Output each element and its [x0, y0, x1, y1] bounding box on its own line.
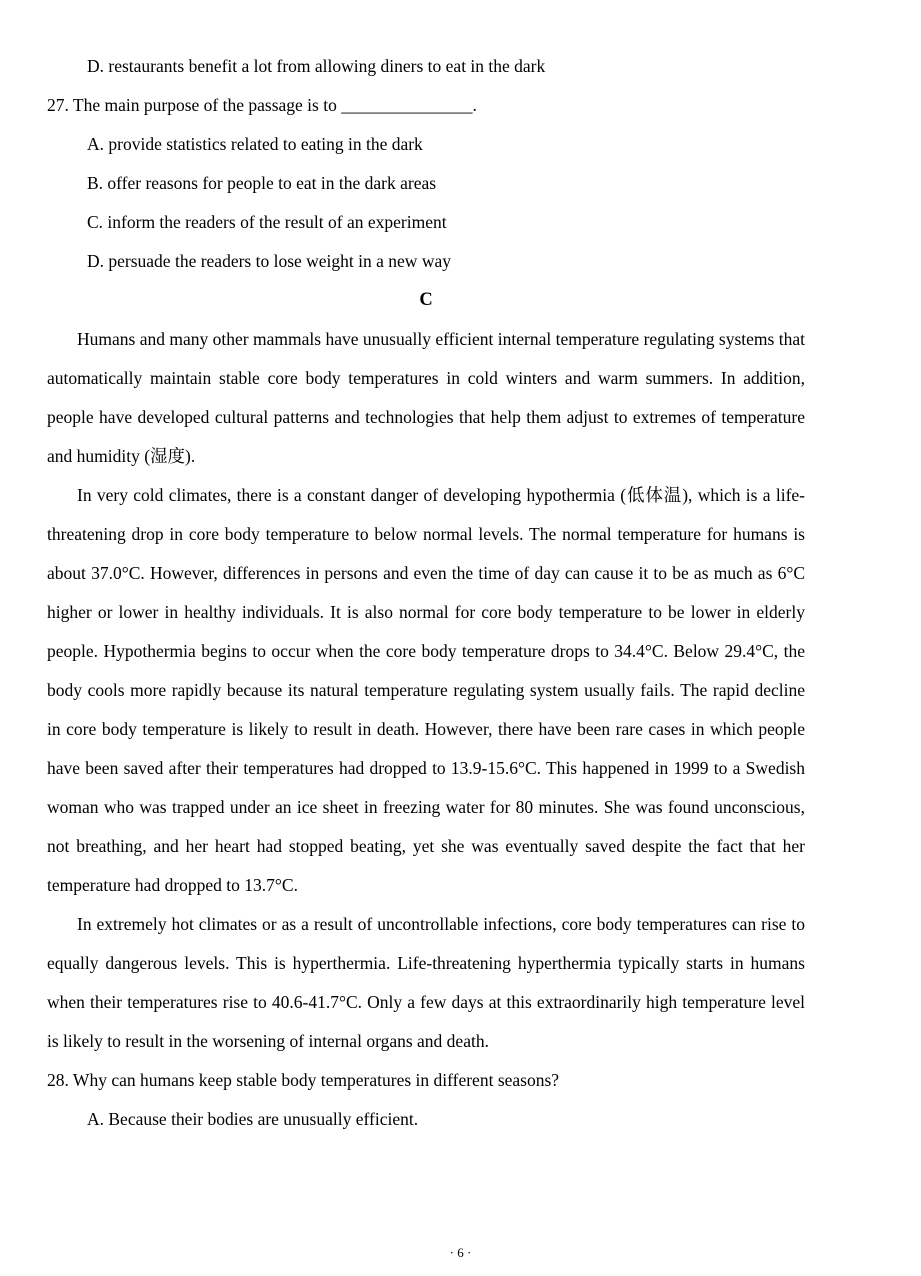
passage-paragraph-3: In extremely hot climates or as a result of uncontrollable infections, core body temperatures can rise to equally dangerous levels. This is hyperthermia. Life-threatening hyperthermia typically starts in humans when their temperatures rise to 40.6-41.7°C. Only a few days at this extraordinarily high temperature level is likely to result in the worsening of internal organs and death.: [47, 914, 805, 1051]
question-27-option-a: A. provide statistics related to eating in the dark: [87, 134, 423, 154]
question-27-option-d: D. persuade the readers to lose weight in a new way: [87, 251, 451, 271]
question-27-option-c: C. inform the readers of the result of an experiment: [87, 212, 447, 232]
question-26-option-d: D. restaurants benefit a lot from allowing diners to eat in the dark: [87, 56, 546, 76]
question-28-stem: 28. Why can humans keep stable body temperatures in different seasons?: [47, 1070, 560, 1090]
passage-paragraph-2: In very cold climates, there is a constant danger of developing hypothermia (低体温), which is a life-threatening drop in core body temperature to below normal levels. The normal temperature for humans is about 37.0°C. However, differences in persons and even the time of day can cause it to be as much as 6°C higher or lower in healthy individuals. It is also normal for core body temperature to be lower in elderly people. Hypothermia begins to occur when the core body temperature drops to 34.4°C. Below 29.4°C, the body cools more rapidly because its natural temperature regulating system usually fails. The rapid decline in core body temperature is likely to result in death. However, there have been rare cases in which people have been saved after their temperatures had dropped to 13.9-15.6°C. This happened in 1999 to a Swedish woman who was trapped under an ice sheet in freezing water for 80 minutes. She was found unconscious, not breathing, and her heart had stopped beating, yet she was eventually saved despite the fact that her temperature had dropped to 13.7°C.: [47, 485, 805, 895]
question-27-option-b: B. offer reasons for people to eat in the dark areas: [87, 173, 437, 193]
page-number: · 6 ·: [449, 1245, 472, 1260]
question-28-option-a: A. Because their bodies are unusually efficient.: [87, 1109, 419, 1129]
passage-section-heading: C: [419, 290, 433, 310]
question-27-stem: 27. The main purpose of the passage is to _______________.: [47, 95, 477, 115]
passage-paragraph-1: Humans and many other mammals have unusually efficient internal temperature regulating systems that automatically maintain stable core body temperatures in cold winters and warm summers. In addition, people have developed cultural patterns and technologies that help them adjust to extremes of temperature and humidity (湿度).: [47, 329, 805, 466]
